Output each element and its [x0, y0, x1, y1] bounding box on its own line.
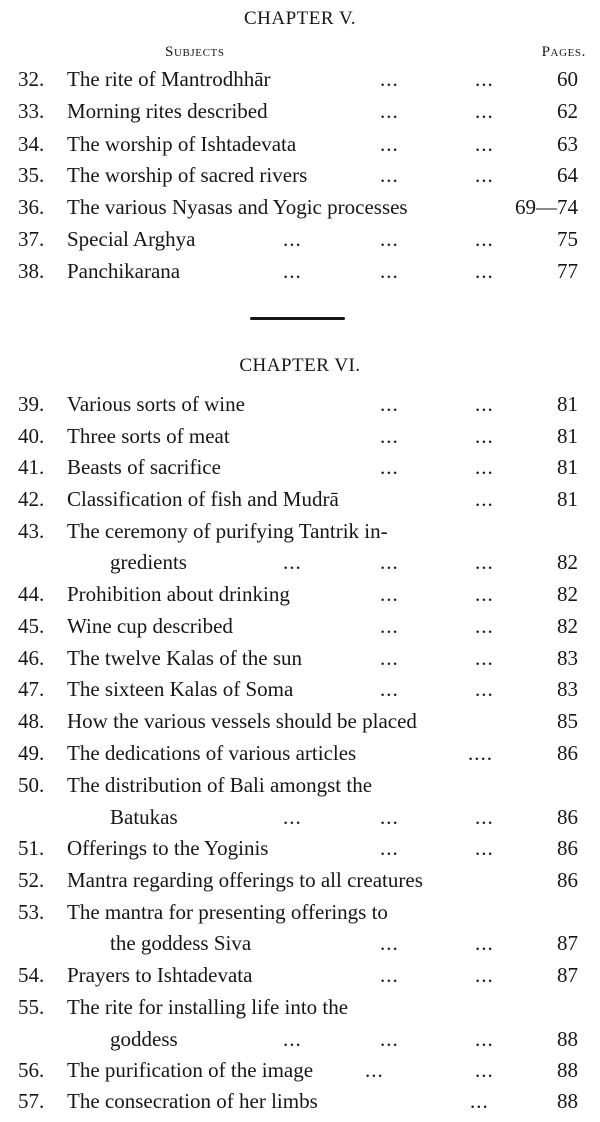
leader-dots: ...: [380, 1027, 399, 1051]
toc-entry: [0, 484, 600, 514]
entry-number: 51.: [18, 836, 45, 860]
leader-dots: ...: [380, 99, 399, 123]
leader-dots: ...: [475, 259, 494, 283]
entry-page: 81: [557, 455, 578, 479]
leader-dots: ...: [470, 1089, 489, 1113]
entry-title: Prohibition about drinking: [67, 582, 290, 606]
leader-dots: ...: [475, 1058, 494, 1082]
toc-entry: [0, 960, 600, 990]
entry-page: 83: [557, 677, 578, 701]
entry-title: The various Nyasas and Yogic processes: [67, 195, 408, 219]
entry-number: 35.: [18, 163, 45, 187]
chapter-divider: [250, 317, 345, 320]
entry-number: 49.: [18, 741, 45, 765]
entry-number: 33.: [18, 99, 45, 123]
entry-title: Special Arghya: [67, 227, 196, 251]
toc-entry: [0, 706, 600, 736]
toc-entry: [0, 897, 600, 927]
entry-title: The purification of the image: [67, 1058, 314, 1082]
entry-title: The twelve Kalas of the sun: [67, 646, 303, 670]
leader-dots: ...: [380, 67, 399, 91]
entry-number: 53.: [18, 900, 45, 924]
entry-page: 81: [557, 424, 578, 448]
entry-title: The sixteen Kalas of Soma: [67, 677, 294, 701]
entry-title: Beasts of sacrifice: [67, 455, 221, 479]
entry-number: 56.: [18, 1058, 45, 1082]
leader-dots: ...: [380, 614, 399, 638]
leader-dots: ...: [365, 1058, 384, 1082]
toc-entry: [0, 516, 600, 546]
entry-number: 42.: [18, 487, 45, 511]
entry-title-continuation: the goddess Siva: [110, 931, 252, 955]
toc-entry: [0, 224, 600, 254]
toc-entry: [0, 833, 600, 863]
entry-title: Three sorts of meat: [67, 424, 230, 448]
leader-dots: ...: [283, 805, 302, 829]
leader-dots: ...: [283, 550, 302, 574]
entry-page: 86: [557, 868, 578, 892]
toc-entry-continuation: [0, 1024, 600, 1054]
entry-number: 39.: [18, 392, 45, 416]
toc-entry: [0, 1055, 600, 1085]
chapter-5-title: CHAPTER V.: [244, 8, 356, 29]
entry-number: 44.: [18, 582, 45, 606]
leader-dots: ...: [475, 99, 494, 123]
entry-title: The dedications of various articles: [67, 741, 357, 765]
leader-dots: ...: [475, 931, 494, 955]
entry-page: 82: [557, 582, 578, 606]
entry-title: The worship of sacred rivers: [67, 163, 308, 187]
toc-entry: [0, 738, 600, 768]
entry-number: 41.: [18, 455, 45, 479]
entry-page: 87: [557, 931, 578, 955]
entry-page: 82: [557, 550, 578, 574]
entry-page: 63: [557, 132, 578, 156]
toc-entry: [0, 1086, 600, 1116]
toc-entry: [0, 611, 600, 641]
toc-entry: [0, 96, 600, 126]
leader-dots: ...: [380, 963, 399, 987]
entry-title: Mantra regarding offerings to all creatures: [67, 868, 423, 892]
entry-page: 86: [557, 805, 578, 829]
toc-entry: [0, 865, 600, 895]
leader-dots: ...: [475, 455, 494, 479]
toc-entry: [0, 256, 600, 286]
leader-dots: ...: [380, 455, 399, 479]
entry-title: Classification of fish and Mudrā: [67, 487, 339, 511]
entry-number: 54.: [18, 963, 45, 987]
toc-entry: [0, 64, 600, 94]
leader-dots: ...: [475, 582, 494, 606]
entry-number: 48.: [18, 709, 45, 733]
leader-dots: ...: [380, 550, 399, 574]
entry-page: 86: [557, 741, 578, 765]
entry-page: 83: [557, 646, 578, 670]
entry-number: 40.: [18, 424, 45, 448]
entry-page: 82: [557, 614, 578, 638]
entry-number: 52.: [18, 868, 45, 892]
toc-entry: [0, 421, 600, 451]
leader-dots: ...: [380, 424, 399, 448]
entry-number: 32.: [18, 67, 45, 91]
entry-page: 86: [557, 836, 578, 860]
leader-dots: ...: [283, 227, 302, 251]
toc-entry: [0, 770, 600, 800]
leader-dots: ...: [380, 805, 399, 829]
entry-title-continuation: goddess: [110, 1027, 178, 1051]
leader-dots: ...: [380, 392, 399, 416]
entry-title: The rite of Mantrodhhār: [67, 67, 271, 91]
leader-dots: ...: [475, 424, 494, 448]
toc-entry: [0, 643, 600, 673]
entry-page: 87: [557, 963, 578, 987]
entry-page: 69—74: [515, 195, 578, 219]
entry-title: Wine cup described: [67, 614, 233, 638]
leader-dots: ...: [380, 836, 399, 860]
leader-dots: ...: [283, 259, 302, 283]
entry-title: Offerings to the Yoginis: [67, 836, 269, 860]
entry-number: 46.: [18, 646, 45, 670]
entry-page: 81: [557, 487, 578, 511]
leader-dots: ...: [475, 67, 494, 91]
leader-dots: ...: [380, 582, 399, 606]
toc-entry: [0, 579, 600, 609]
leader-dots: ...: [380, 163, 399, 187]
entry-title: The distribution of Bali amongst the: [67, 773, 373, 797]
leader-dots: ...: [380, 259, 399, 283]
leader-dots: ...: [475, 132, 494, 156]
toc-entry-continuation: [0, 547, 600, 577]
leader-dots: ...: [475, 550, 494, 574]
leader-dots: ...: [283, 1027, 302, 1051]
entry-title: Various sorts of wine: [67, 392, 245, 416]
leader-dots: ...: [475, 163, 494, 187]
leader-dots: ...: [475, 646, 494, 670]
entry-page: 75: [557, 227, 578, 251]
entry-number: 57.: [18, 1089, 45, 1113]
toc-entry: [0, 160, 600, 190]
leader-dots: ...: [380, 931, 399, 955]
entry-number: 55.: [18, 995, 45, 1019]
entry-title: The worship of Ishtadevata: [67, 132, 297, 156]
entry-title: The rite for installing life into the: [67, 995, 349, 1019]
toc-entry: [0, 452, 600, 482]
entry-title: Prayers to Ishtadevata: [67, 963, 253, 987]
toc-entry: [0, 992, 600, 1022]
entry-page: 64: [557, 163, 578, 187]
leader-dots: ...: [380, 646, 399, 670]
toc-entry: [0, 389, 600, 419]
pages-column-header: Pages.: [541, 44, 586, 60]
entry-title: How the various vessels should be placed: [67, 709, 417, 733]
leader-dots: ...: [380, 132, 399, 156]
toc-entry-continuation: [0, 928, 600, 958]
entry-title-continuation: gredients: [110, 550, 187, 574]
entry-number: 43.: [18, 519, 45, 543]
entry-title: The consecration of her limbs: [67, 1089, 318, 1113]
toc-entry: [0, 192, 600, 222]
entry-number: 38.: [18, 259, 45, 283]
entry-page: 88: [557, 1058, 578, 1082]
entry-title-continuation: Batukas: [110, 805, 178, 829]
leader-dots: ...: [475, 805, 494, 829]
entry-title: Morning rites described: [67, 99, 268, 123]
leader-dots: ...: [475, 227, 494, 251]
entry-number: 47.: [18, 677, 45, 701]
entry-page: 88: [557, 1027, 578, 1051]
entry-page: 60: [557, 67, 578, 91]
entry-page: 85: [557, 709, 578, 733]
leader-dots: ....: [468, 741, 493, 765]
subjects-column-header: Subjects: [165, 44, 225, 60]
leader-dots: ...: [380, 677, 399, 701]
leader-dots: ...: [475, 1027, 494, 1051]
entry-number: 36.: [18, 195, 45, 219]
entry-title: The ceremony of purifying Tantrik in-: [67, 519, 388, 543]
entry-page: 88: [557, 1089, 578, 1113]
leader-dots: ...: [475, 487, 494, 511]
entry-number: 34.: [18, 132, 45, 156]
leader-dots: ...: [475, 963, 494, 987]
entry-number: 45.: [18, 614, 45, 638]
entry-title: Panchikarana: [67, 259, 181, 283]
leader-dots: ...: [475, 614, 494, 638]
chapter-6-title: CHAPTER VI.: [239, 355, 361, 376]
leader-dots: ...: [380, 227, 399, 251]
entry-number: 37.: [18, 227, 45, 251]
entry-page: 81: [557, 392, 578, 416]
toc-entry-continuation: [0, 802, 600, 832]
entry-title: The mantra for presenting offerings to: [67, 900, 388, 924]
entry-page: 77: [557, 259, 578, 283]
entry-number: 50.: [18, 773, 45, 797]
leader-dots: ...: [475, 677, 494, 701]
toc-entry: [0, 674, 600, 704]
leader-dots: ...: [475, 836, 494, 860]
toc-entry: [0, 129, 600, 159]
leader-dots: ...: [475, 392, 494, 416]
entry-page: 62: [557, 99, 578, 123]
